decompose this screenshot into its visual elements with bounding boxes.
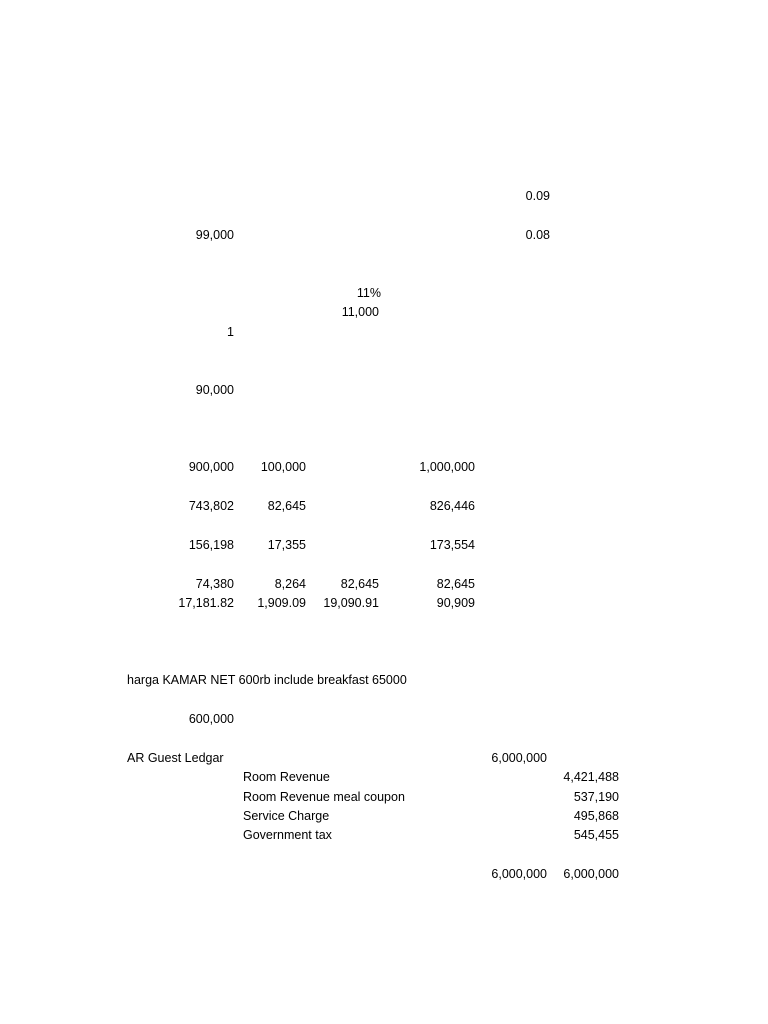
cell-percent-11[interactable]: 11% [356, 286, 381, 300]
cell-r9-d[interactable]: 173,554 [429, 538, 475, 552]
cell-rate-0-08[interactable]: 0.08 [525, 228, 550, 242]
ledger-item-credit[interactable]: 537,190 [573, 790, 619, 804]
cell-90000[interactable]: 90,000 [195, 383, 234, 397]
ledger-item-label[interactable]: Room Revenue meal coupon [243, 790, 405, 804]
cell-600000[interactable]: 600,000 [188, 712, 234, 726]
cell-r8-d[interactable]: 826,446 [429, 499, 475, 513]
ledger-title[interactable]: AR Guest Ledgar [127, 751, 224, 765]
cell-r7-d[interactable]: 1,000,000 [419, 460, 475, 474]
ledger-item-label[interactable]: Room Revenue [243, 770, 330, 784]
cell-r9-b[interactable]: 17,355 [267, 538, 306, 552]
note-room-price[interactable]: harga KAMAR NET 600rb include breakfast 65000 [127, 673, 407, 687]
ledger-item-label[interactable]: Service Charge [243, 809, 330, 823]
cell-r8-a[interactable]: 743,802 [188, 499, 234, 513]
cell-rate-0-09[interactable]: 0.09 [525, 189, 550, 203]
ledger-total-debit[interactable]: 6,000,000 [491, 867, 547, 881]
cell-one[interactable]: 1 [227, 325, 234, 339]
cell-r11-d[interactable]: 90,909 [436, 596, 475, 610]
cell-r7-a[interactable]: 900,000 [188, 460, 234, 474]
cell-r10-b[interactable]: 8,264 [274, 577, 306, 591]
ledger-item-credit[interactable]: 545,455 [573, 828, 619, 842]
ledger-item-label[interactable]: Government tax [243, 828, 332, 842]
cell-r11-a[interactable]: 17,181.82 [178, 596, 234, 610]
cell-r11-c[interactable]: 19,090.91 [323, 596, 379, 610]
cell-99000[interactable]: 99,000 [195, 228, 234, 242]
cell-r10-c[interactable]: 82,645 [340, 577, 379, 591]
cell-r10-a[interactable]: 74,380 [195, 577, 234, 591]
cell-r7-b[interactable]: 100,000 [260, 460, 306, 474]
ledger-item-credit[interactable]: 4,421,488 [563, 770, 619, 784]
cell-r11-b[interactable]: 1,909.09 [257, 596, 306, 610]
cell-r8-b[interactable]: 82,645 [267, 499, 306, 513]
cell-r9-a[interactable]: 156,198 [188, 538, 234, 552]
ledger-item-credit[interactable]: 495,868 [573, 809, 619, 823]
ledger-debit[interactable]: 6,000,000 [491, 751, 547, 765]
cell-r10-d[interactable]: 82,645 [436, 577, 475, 591]
ledger-total-credit[interactable]: 6,000,000 [563, 867, 619, 881]
cell-11000[interactable]: 11,000 [341, 305, 379, 319]
